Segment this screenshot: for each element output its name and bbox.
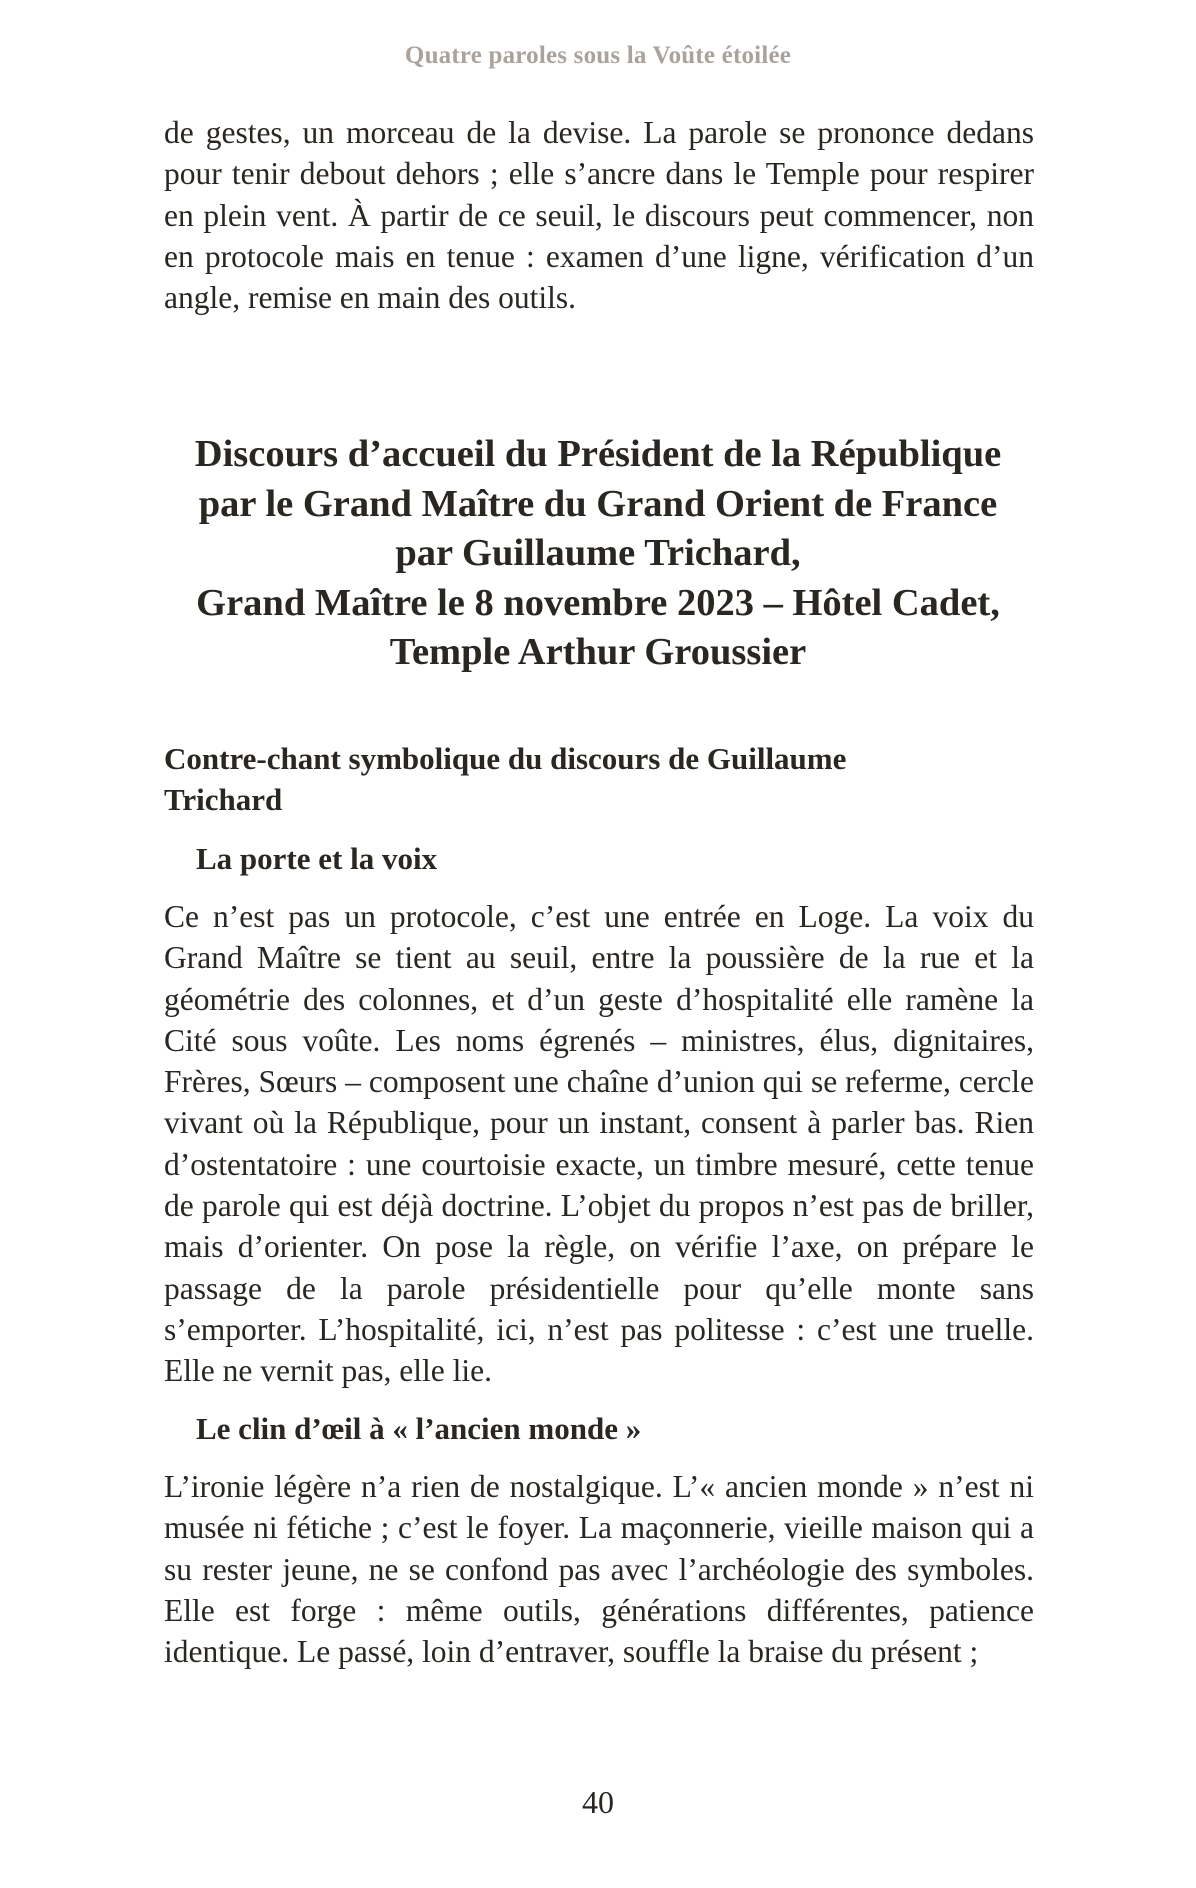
heading-line: par le Grand Maître du Grand Orient de France [198,482,998,525]
page-number: 40 [582,1784,614,1820]
heading-line: Grand Maître le 8 novembre 2023 – Hôtel Cadet, [196,581,1000,624]
heading-line: par Guillaume Trichard, [395,532,801,575]
chapter-heading [120,430,1076,678]
section-body-block-ancien-monde [164,1466,1034,1672]
heading-line: Discours d’accueil du Président de la République [194,433,1002,475]
heading-line: Temple Arthur Groussier [389,631,807,674]
section-body-ancien-monde: L’ironie légère n’a rien de nostalgique. L’« ancien monde » n’est ni musée ni fétiche ; c’est le foyer. La maçonnerie, vieille maison qui a su rester jeune, ne se confond pas avec l’archéologie des symboles. Elle est forge : même outils, générations différentes, patience identique. Le passé, loin d’entraver, souffle la braise du présent ; [164,1469,1034,1670]
subheading: Contre-chant symbolique du discours de Guillaume Trichard [164,741,847,818]
intro-paragraph: de gestes, un morceau de la devise. La parole se prononce dedans pour tenir debout dehors ; elle s’ancre dans le Temple pour respirer en plein vent. À partir de ce seuil, le discours peut commencer, non en protocole mais en tenue : examen d’une ligne, vérification d’un angle, remise en main des outils. [164,115,1034,316]
section-title-ancien-monde: Le clin d’œil à « l’ancien monde » [196,1411,642,1446]
section-body-block-porte-voix [164,896,1034,1392]
section-body-porte-voix: Ce n’est pas un protocole, c’est une entrée en Loge. La voix du Grand Maître se tient au seuil, entre la poussière de la rue et la géométrie des colonnes, et d’un geste d’hospitalité elle ramène la Cité sous voûte. Les noms égrenés – ministres, élus, dignitaires, Frères, Sœurs – composent une chaîne d’union qui se referme, cercle vivant où la République, pour un instant, consent à parler bas. Rien d’ostentatoire : une courtoisie exacte, un timbre mesuré, cette tenue de parole qui est déjà doctrine. L’objet du propos n’est pas de briller, mais d’orienter. On pose la règle, on vérifie l’axe, on prépare le passage de la parole présidentielle pour qu’elle monte sans s’emporter. L’hospitalité, ici, n’est pas politesse : c’est une truelle. Elle ne vernit pas, elle lie. [164,899,1034,1389]
section-title-porte-voix: La porte et la voix [196,841,438,876]
intro-paragraph-block [164,112,1034,318]
running-head: Quatre paroles sous la Voûte étoilée [404,42,792,69]
